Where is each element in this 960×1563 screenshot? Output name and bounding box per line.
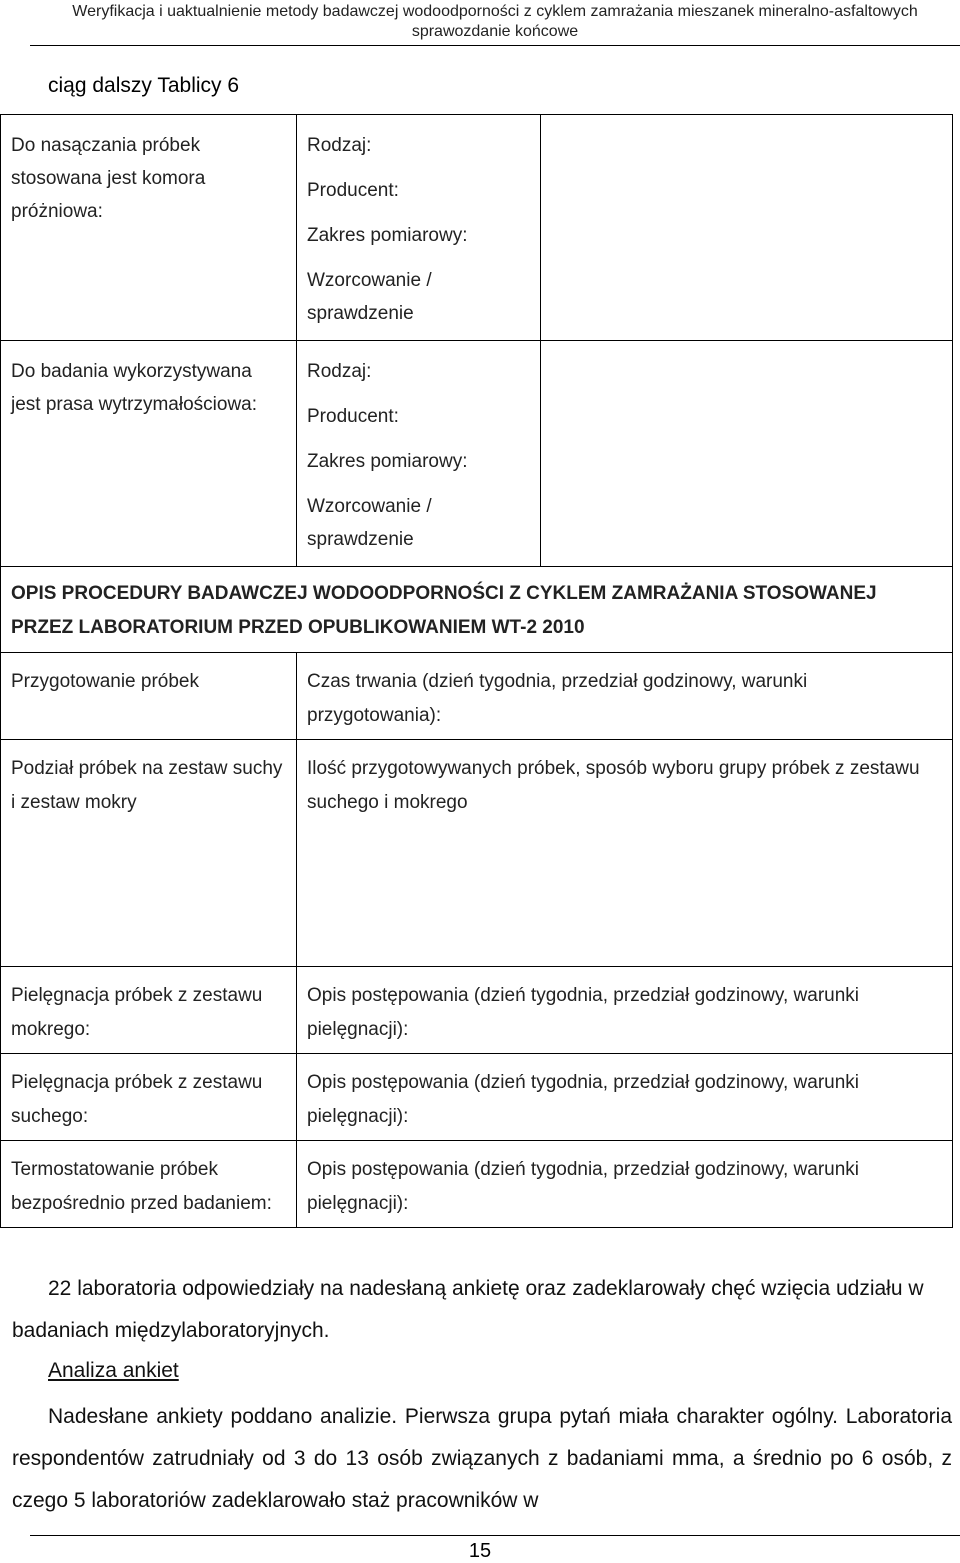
equipment-row-press	[1, 341, 953, 567]
procedure-label: Podział próbek na zestaw suchy i zestaw mokry	[1, 740, 297, 967]
procedure-label: Termostatowanie próbek bezpośrednio przed badaniem:	[1, 1141, 297, 1228]
procedure-description[interactable]: Opis postępowania (dzień tygodnia, przedział godzinowy, warunki pielęgnacji):	[297, 967, 953, 1054]
procedure-row	[1, 1141, 953, 1228]
field-producer: Producent:	[307, 180, 399, 201]
procedure-description[interactable]: Czas trwania (dzień tygodnia, przedział godzinowy, warunki przygotowania):	[297, 653, 953, 740]
field-range: Zakres pomiarowy:	[307, 451, 468, 472]
page-header	[30, 0, 960, 48]
equipment-fields-cell	[297, 115, 541, 341]
field-range: Zakres pomiarowy:	[307, 225, 468, 246]
procedure-row	[1, 653, 953, 740]
procedure-heading-row	[1, 567, 953, 653]
equipment-fields	[307, 349, 530, 556]
paragraph-analysis: Nadesłane ankiety poddano analizie. Pierwsza grupa pytań miała charakter ogólny. Laboratoria respondentów zatrudniały od 3 do 13 osób związanych z badaniami mma, a średnio po 6 osób, z czego 5 laboratoriów zadeklarowało staż pracowników w	[12, 1405, 952, 1512]
survey-table	[0, 114, 953, 1228]
table-caption: ciąg dalszy Tablicy 6	[48, 74, 240, 97]
procedure-label: Pielęgnacja próbek z zestawu mokrego:	[1, 967, 297, 1054]
equipment-fields	[307, 123, 530, 330]
equipment-row-vacuum	[1, 115, 953, 341]
equipment-label-cell	[1, 115, 297, 341]
page-number: 15	[468, 1540, 492, 1562]
procedure-description[interactable]: Ilość przygotowywanych próbek, sposób wyboru grupy próbek z zestawu suchego i mokrego	[297, 740, 953, 967]
section-title: Analiza ankiet	[48, 1359, 179, 1382]
procedure-row	[1, 1054, 953, 1141]
procedure-label: Przygotowanie próbek	[1, 653, 297, 740]
header-title: Weryfikacja i uaktualnienie metody badawczej wodoodporności z cyklem zamrażania mieszanek mineralno-asfaltowych sprawozdanie końcowe	[72, 3, 918, 40]
field-calibration: Wzorcowanie / sprawdzenie	[307, 496, 432, 550]
procedure-description[interactable]: Opis postępowania (dzień tygodnia, przedział godzinowy, warunki pielęgnacji):	[297, 1054, 953, 1141]
procedure-description[interactable]: Opis postępowania (dzień tygodnia, przedział godzinowy, warunki pielęgnacji):	[297, 1141, 953, 1228]
equipment-label: Do badania wykorzystywana jest prasa wytrzymałościowa:	[11, 361, 258, 415]
procedure-label: Pielęgnacja próbek z zestawu suchego:	[1, 1054, 297, 1141]
field-calibration: Wzorcowanie / sprawdzenie	[307, 270, 432, 324]
field-type: Rodzaj:	[307, 361, 372, 382]
procedure-row	[1, 967, 953, 1054]
field-producer: Producent:	[307, 406, 399, 427]
equipment-label: Do nasączania próbek stosowana jest komora próżniowa:	[11, 135, 206, 222]
equipment-label-cell	[1, 341, 297, 567]
equipment-answer-cell[interactable]	[541, 115, 953, 341]
equipment-answer-cell[interactable]	[541, 341, 953, 567]
header-divider	[30, 45, 960, 46]
procedure-heading: OPIS PROCEDURY BADAWCZEJ WODOODPORNOŚCI Z CYKLEM ZAMRAŻANIA STOSOWANEJ PRZEZ LABORATORIUM PRZED OPUBLIKOWANIEM WT-2 2010	[1, 567, 953, 653]
footer-divider	[30, 1535, 960, 1536]
equipment-fields-cell	[297, 341, 541, 567]
procedure-row	[1, 740, 953, 967]
paragraph-responses: 22 laboratoria odpowiedziały na nadesłaną ankietę oraz zadeklarowały chęć wzięcia udziału w badaniach międzylaboratoryjnych.	[12, 1277, 924, 1342]
field-type: Rodzaj:	[307, 135, 372, 156]
